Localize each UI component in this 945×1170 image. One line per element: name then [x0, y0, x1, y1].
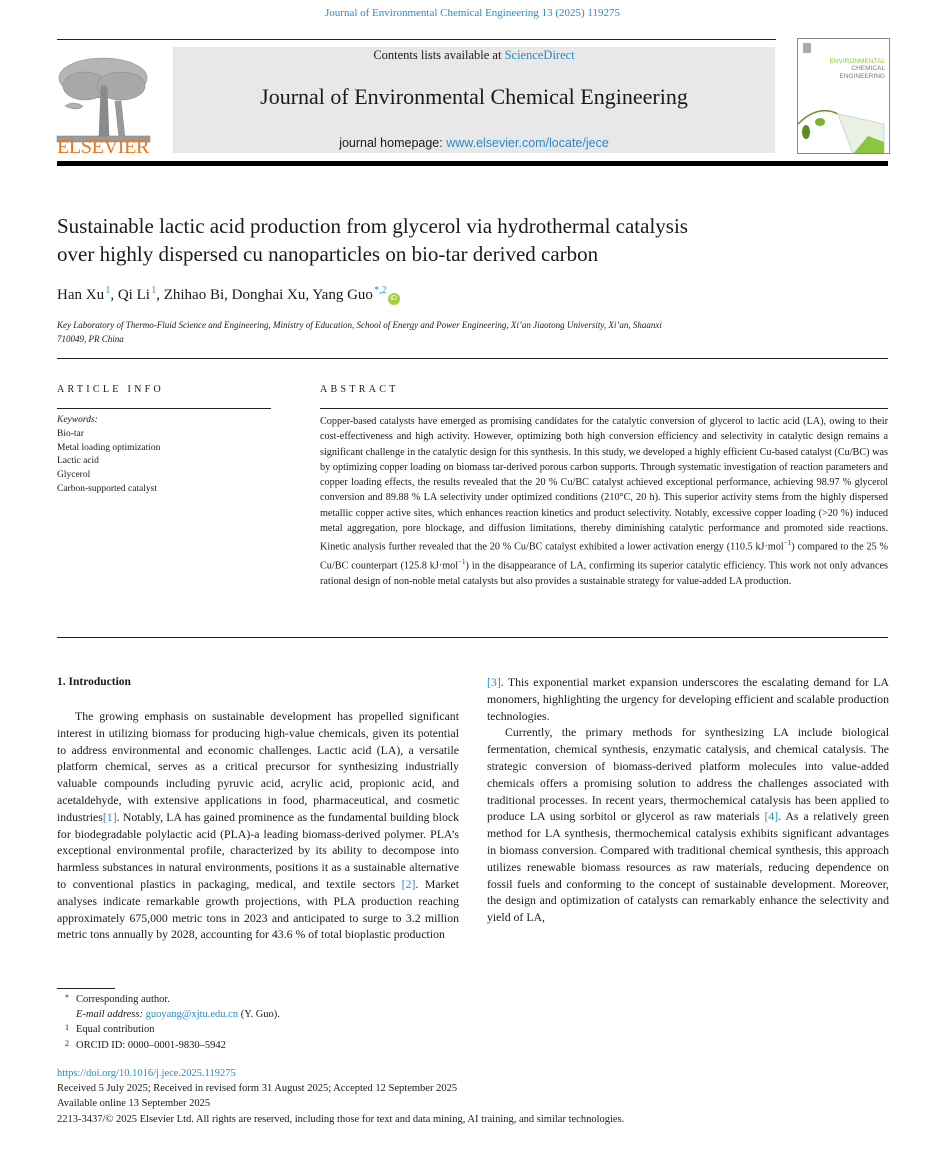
contents-prefix: Contents lists available at	[373, 48, 505, 62]
author-affil-sup[interactable]: 1	[151, 285, 157, 296]
affiliation-line-1: Key Laboratory of Thermo-Fluid Science and Engineering, Ministry of Education, School of Energy and Power Engineering, Xi’an Jiaotong University, Xi’an, Shaanxi	[57, 320, 662, 330]
paragraph	[487, 674, 889, 724]
author-name[interactable]: Yang Guo	[312, 287, 373, 303]
contents-line	[173, 48, 775, 63]
body-column-right	[487, 674, 889, 926]
cover-elsevier-icon	[803, 43, 811, 53]
text-run: . Notably, LA has gained prominence as the fundamental building block for biodegradable polylactic acid (PLA)-a leading biomass-derived polymer. PLA’s exceptional environmental profile, characterized by its ability to decompose into harmless substances in natural environments, positions it as a sustainable alternative to conventional plastics in packaging, medical, and textile sectors	[57, 809, 459, 891]
footnote-email	[65, 1007, 280, 1022]
article-metadata	[57, 1066, 624, 1127]
author-name[interactable]: Zhihao Bi	[163, 287, 225, 303]
author-name[interactable]: Donghai Xu	[231, 287, 306, 303]
journal-cover-thumbnail[interactable]	[797, 38, 890, 154]
body-column-left	[57, 708, 459, 943]
section-heading-introduction: 1. Introduction	[57, 676, 131, 688]
sciencedirect-link[interactable]: ScienceDirect	[504, 48, 575, 62]
keyword: Metal loading optimization	[57, 442, 161, 453]
footnote-mark: *	[65, 993, 69, 1002]
cover-title-line1: ENVIRONMENTAL	[829, 58, 885, 65]
homepage-link[interactable]: www.elsevier.com/locate/jece	[446, 136, 609, 150]
citation-link[interactable]: [1]	[102, 809, 117, 824]
author-list: Han Xu $^1$, Qi Li $^1$, Zhihao Bi, Donghai Xu, Yang Guo $^{*,2}$iD	[57, 285, 400, 305]
text-run: . As a relatively green method for LA synthesis, thermochemical catalysis exhibits significant advantages in biomass conversion. Compared with traditional chemical synthesis, this approach utilizes renewable biomass resources as raw materials, reducing dependence on fossil fuels and conforming to the concept of sustainable development. Moreover, the design and optimization of catalysts can remarkably enhance the selectivity and yield of LA,	[487, 809, 889, 925]
author-name[interactable]: Qi Li	[117, 287, 150, 303]
footnote-corresponding	[65, 992, 280, 1007]
cover-title-rest	[798, 65, 885, 80]
cover-title-line3: ENGINEERING	[839, 72, 885, 80]
superscript: −1	[458, 558, 466, 567]
cover-title-line2: CHEMICAL	[851, 65, 885, 72]
footnotes	[65, 992, 280, 1053]
email-label: E-mail address:	[76, 1009, 143, 1021]
top-rule	[57, 39, 776, 40]
elsevier-wordmark: ELSEVIER	[57, 136, 150, 158]
footnote-text: (Y. Guo).	[238, 1009, 280, 1021]
homepage-prefix: journal homepage:	[339, 136, 447, 150]
homepage-line	[173, 136, 775, 150]
citation-link[interactable]: [2]	[401, 876, 416, 891]
keywords-label: Keywords:	[57, 415, 98, 425]
footnote-mark: 1	[65, 1023, 69, 1033]
superscript: −1	[783, 539, 792, 548]
title-line-2: over highly dispersed cu nanoparticles on bio-tar derived carbon	[57, 242, 599, 266]
footnote-text: Corresponding author.	[76, 994, 170, 1005]
abstract-heading: ABSTRACT	[320, 384, 399, 395]
abstract-part: ) in the disappearance of LA, confirming its superior catalytic efficiency. This work not only advances rational design of non-noble metal catalysts but also provides a sustainable strategy for value-added LA production.	[320, 560, 889, 587]
email-link[interactable]: guoyang@xjtu.edu.cn	[145, 1009, 239, 1021]
keyword: Lactic acid	[57, 456, 99, 467]
journal-banner	[173, 47, 775, 153]
abstract-part: ) compared to the 25 % Cu/BC counterpart (125.8 kJ·mol	[320, 541, 888, 572]
journal-name: Journal of Environmental Chemical Engineering	[260, 84, 688, 109]
article-info-heading: ARTICLE INFO	[57, 384, 165, 395]
footnote-text: ORCID ID: 0000–0001-9830–5942	[76, 1039, 226, 1051]
paragraph	[57, 708, 459, 943]
abstract-text	[320, 414, 888, 589]
text-run: The growing emphasis on sustainable development has propelled significant interest in utilizing biomass for producing high-value chemicals, given its potential to address environmental and economic challenges. Lactic acid (LA), a versatile platform chemical, serves as a critical precursor for synthesizing industrially valuable compounds including pyruvic acid, acrylic acid, propionic acid, and acetaldehyde, with extensive applications in food, pharmaceutical, and cosmetic industries	[57, 709, 459, 824]
keyword: Carbon-supported catalyst	[57, 483, 157, 494]
affiliation-line-2: 710049, PR China	[57, 334, 124, 344]
text-run: Currently, the primary methods for synthesizing LA include biological fermentation, chemical synthesis, enzymatic catalysis, and chemical catalysis. The strategic conversion of biomass-derived platform molecules into value-added chemicals offers a promising solution to address the challenges associated with traditional processes. In recent years, thermochemical catalysis has been applied to produce LA using sorbitol or glycerol as raw materials	[487, 725, 889, 824]
footnote-mark: 2	[65, 1038, 69, 1048]
cover-leaf-flask-image	[798, 94, 889, 154]
divider	[57, 408, 271, 409]
running-head-link[interactable]: Journal of Environmental Chemical Engineering 13 (2025) 119275	[325, 7, 620, 19]
footnote-text: Equal contribution	[76, 1024, 155, 1036]
keyword: Glycerol	[57, 470, 91, 481]
author-name[interactable]: Han Xu	[57, 287, 105, 303]
footnote-1	[65, 1022, 280, 1037]
affiliation	[57, 318, 777, 346]
paragraph	[487, 724, 889, 926]
divider	[57, 637, 888, 638]
available-online: Available online 13 September 2025	[57, 1098, 211, 1110]
title-line-1: Sustainable lactic acid production from glycerol via hydrothermal catalysis	[57, 214, 688, 238]
divider	[320, 408, 888, 409]
citation-link[interactable]: [3]	[487, 675, 501, 689]
masthead-thick-rule	[57, 161, 888, 166]
copyright: 2213-3437/© 2025 Elsevier Ltd. All rights are reserved, including those for text and data mining, AI training, and similar technologies.	[57, 1113, 625, 1125]
footnote-rule	[57, 988, 115, 989]
author-affil-sup[interactable]: 1	[105, 285, 111, 296]
text-run: . Market analyses indicate remarkable growth projections, with PLA production reaching approximately 675,000 metric tons in 2023 and anticipated to surge to 3.2 million metric tons annually by 2028, accounting for 43.6 % of total bioplastic production	[57, 876, 459, 942]
article-history: Received 5 July 2025; Received in revised form 31 August 2025; Accepted 12 September 2025	[57, 1083, 458, 1095]
orcid-icon[interactable]: iD	[388, 293, 400, 305]
author-affil-sup[interactable]: *,2	[374, 285, 387, 296]
keywords-list	[57, 414, 160, 497]
footnote-2	[65, 1038, 280, 1053]
divider	[57, 358, 888, 359]
abstract-part: Copper-based catalysts have emerged as promising candidates for the catalytic conversion of glycerol to lactic acid (LA), owing to their cost-effectiveness and high activity. However, optimizing both high conversion efficiency and selectivity in catalytic design remains a significant challenge in the catalytic design for this synthesis. In this study, we developed a highly efficient Cu-based catalyst (Cu/BC) was by optimizing copper loading on biomass tar-derived porous carbon supports. Through systematic investigation of reaction parameters and copper loading effects, the results revealed that the 20 % Cu/BC catalyst achieved exceptional performance, achieving 98.97 % glycerol conversion and 89.88 % LA selectivity under optimized conditions (210°C, 20 h). This superior activity stems from the highly dispersed metallic copper active sites, which enhances reaction kinetics and product selectivity. Notably, excessive copper loading (>20 %) induced metal aggregation, pore blockage, and diffusion limitations, thereby diminishing catalytic performance and promoted side reactions. Kinetic analysis further revealed that the 20 % Cu/BC catalyst exhibited a lower activation energy (110.5 kJ·mol	[320, 416, 888, 553]
doi-link[interactable]: https://doi.org/10.1016/j.jece.2025.119275	[57, 1068, 236, 1079]
citation-link[interactable]: [4]	[764, 809, 779, 824]
article-title	[57, 212, 817, 268]
text-run: . This exponential market expansion underscores the escalating demand for LA monomers, highlighting the urgency for developing efficient and scalable production technologies.	[487, 675, 889, 723]
keyword: Bio-tar	[57, 428, 84, 439]
